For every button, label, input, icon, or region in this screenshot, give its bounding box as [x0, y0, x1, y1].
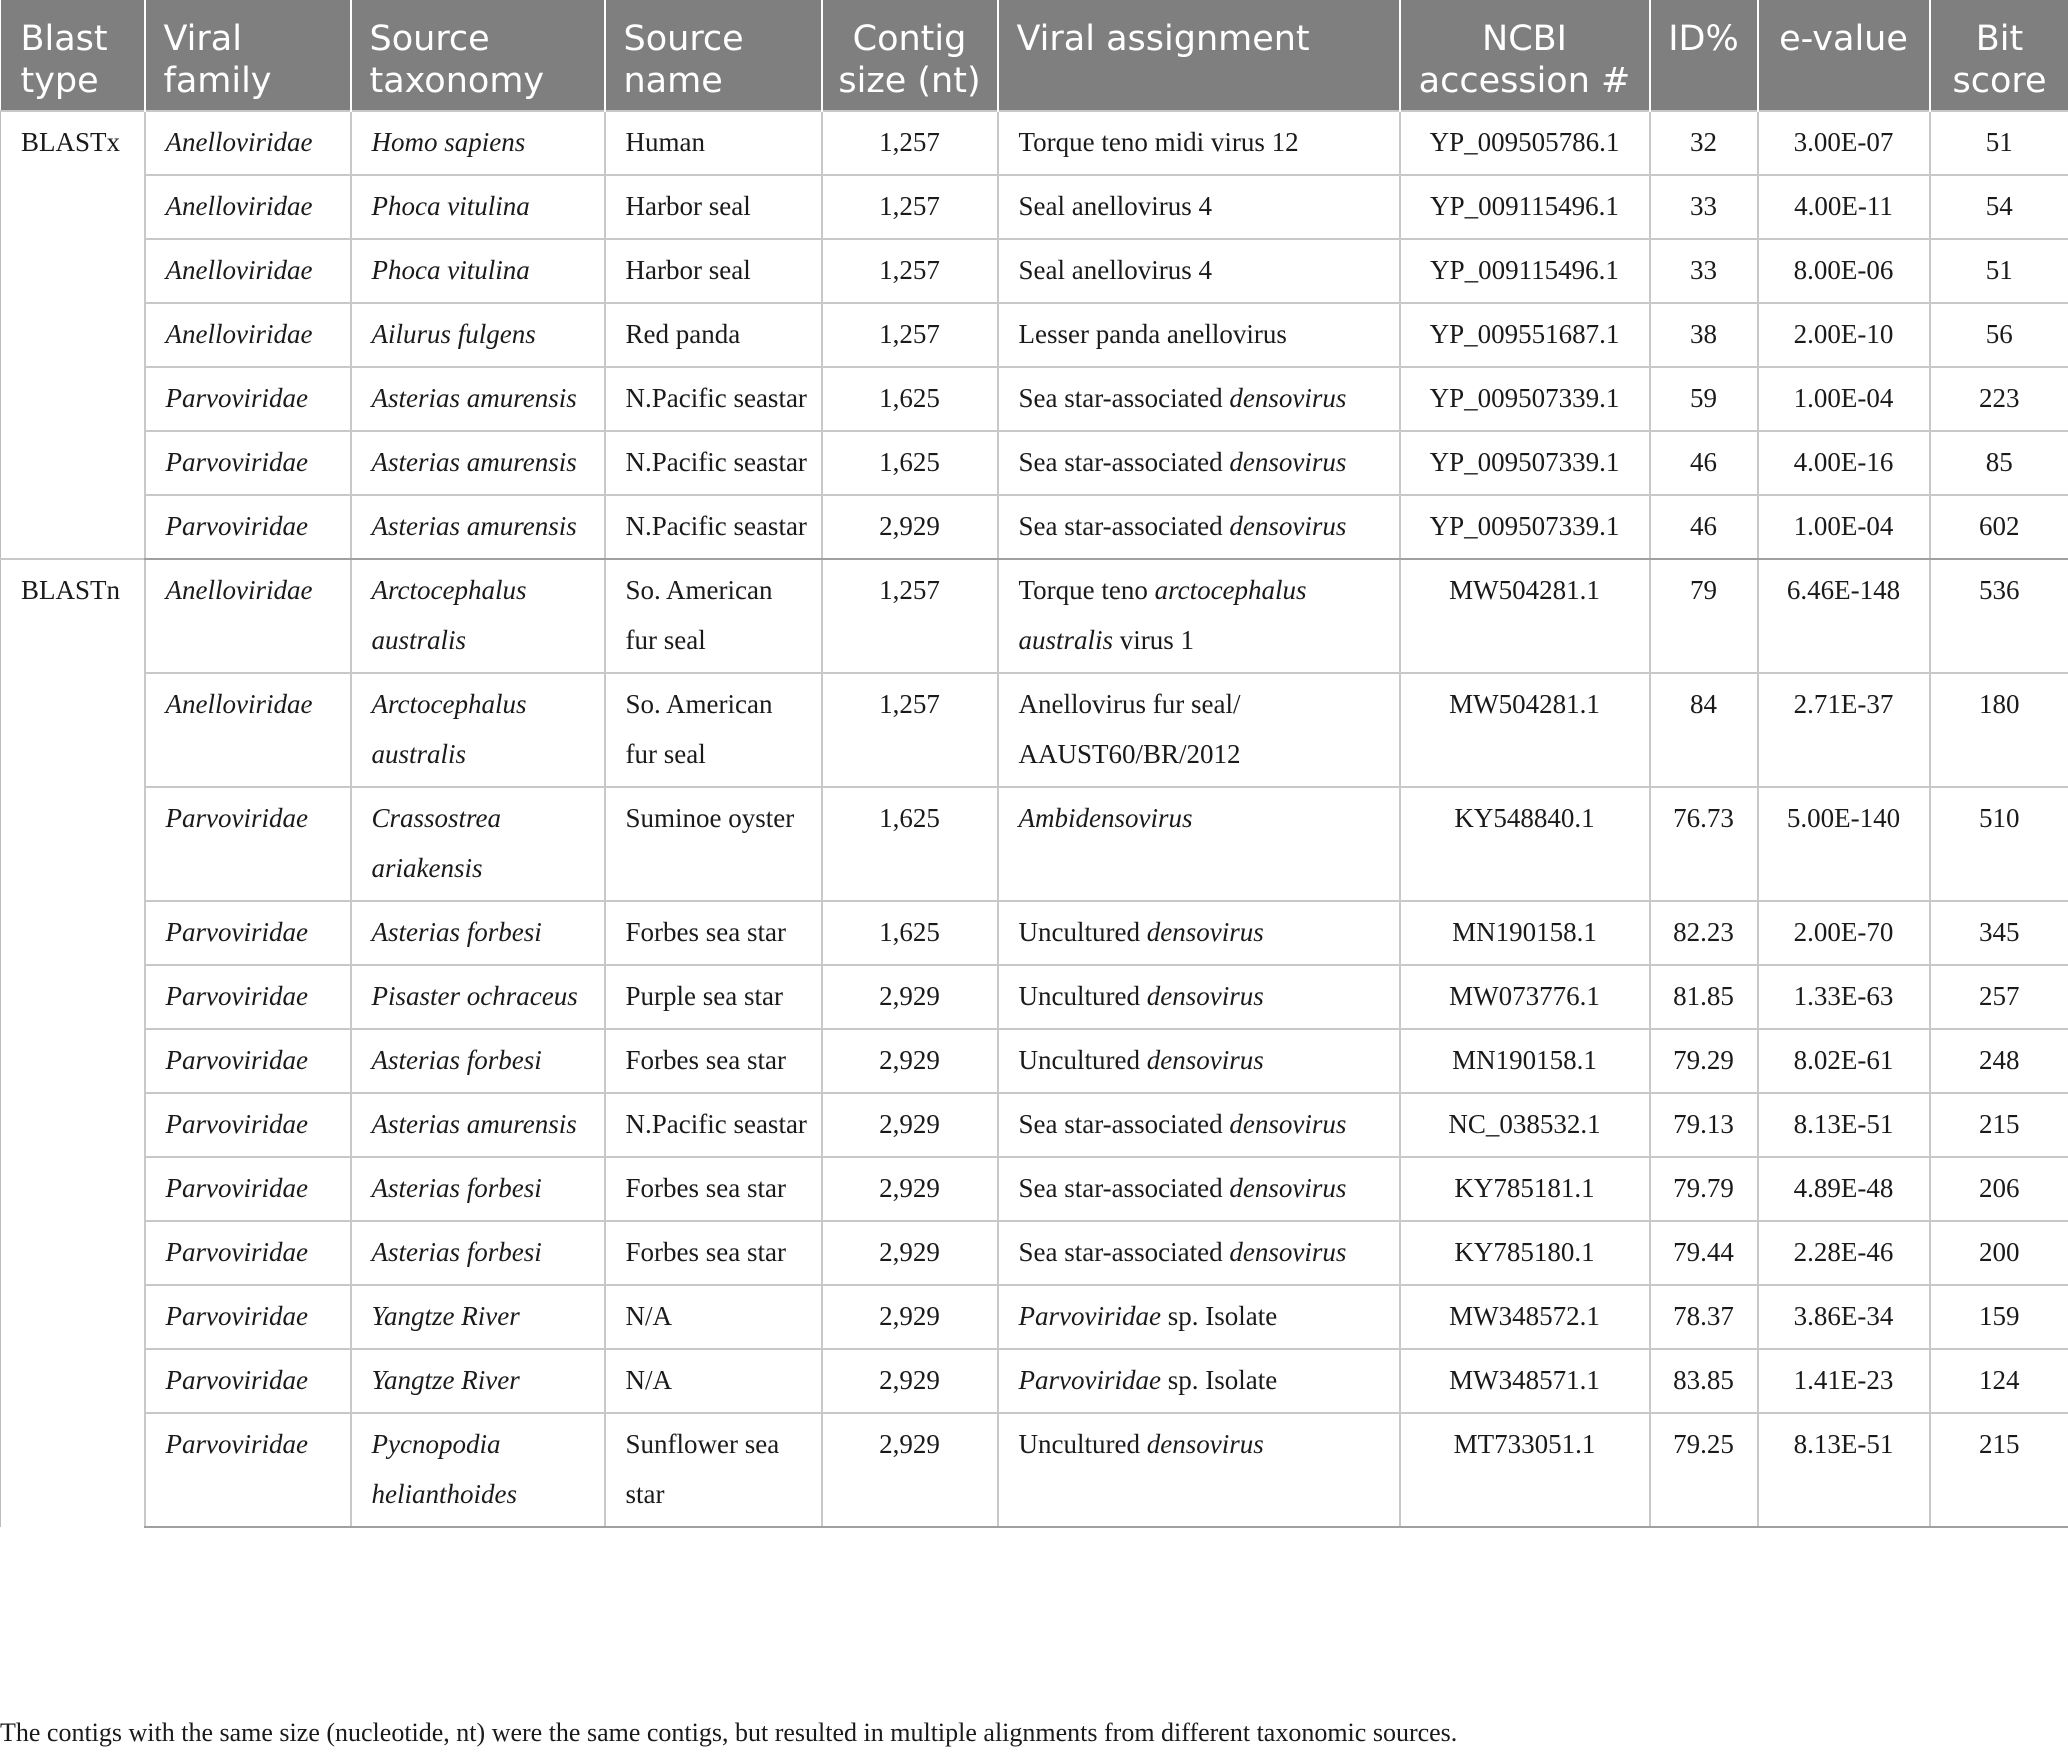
contig-size-cell: 1,625 — [822, 367, 998, 431]
e-value-cell: 2.71E-37 — [1758, 673, 1930, 787]
table-row — [1, 673, 2068, 787]
table-row — [1, 965, 2068, 1029]
contig-size-cell: 1,625 — [822, 787, 998, 901]
id-percent-cell: 79.29 — [1650, 1029, 1758, 1093]
e-value-cell: 2.00E-10 — [1758, 303, 1930, 367]
table-row — [1, 431, 2068, 495]
e-value-cell: 4.00E-16 — [1758, 431, 1930, 495]
id-percent-cell: 84 — [1650, 673, 1758, 787]
assignment-text: Sea star-associated — [1018, 447, 1230, 477]
source-taxonomy-cell — [351, 431, 605, 495]
column-header-text: accession # — [1418, 61, 1631, 101]
source-name-cell: N.Pacific seastar — [605, 367, 822, 431]
e-value-cell: 2.28E-46 — [1758, 1221, 1930, 1285]
bit-score-cell: 602 — [1930, 495, 2068, 559]
accession-cell: MW504281.1 — [1400, 673, 1650, 787]
source-taxonomy-text: Pycnopodia helianthoides — [371, 1429, 517, 1509]
assignment-text: Parvoviridae — [1018, 1301, 1161, 1331]
viral-family-text: Anelloviridae — [165, 255, 313, 285]
viral-family-text: Parvoviridae — [165, 1301, 308, 1331]
accession-cell: YP_009507339.1 — [1400, 495, 1650, 559]
column-header-text: score — [1952, 61, 2047, 101]
source-name-cell: Harbor seal — [605, 175, 822, 239]
viral-family-cell — [145, 175, 351, 239]
table-row — [1, 111, 2068, 175]
accession-cell: NC_038532.1 — [1400, 1093, 1650, 1157]
bit-score-cell: 51 — [1930, 111, 2068, 175]
e-value-cell: 1.00E-04 — [1758, 367, 1930, 431]
table-row — [1, 1349, 2068, 1413]
viral-assignment-cell — [998, 303, 1400, 367]
assignment-text: densovirus — [1146, 1045, 1264, 1075]
viral-family-cell — [145, 1349, 351, 1413]
source-taxonomy-text: Arctocephalus australis — [371, 575, 527, 655]
table-footnote: The contigs with the same size (nucleotide, nt) were the same contigs, but resulted in multiple alignments from different taxonomic sources. — [0, 1718, 1458, 1747]
id-percent-cell: 46 — [1650, 431, 1758, 495]
viral-family-cell — [145, 1221, 351, 1285]
column-header — [1400, 0, 1650, 111]
source-taxonomy-text: Asterias amurensis — [371, 511, 577, 541]
column-header-text: NCBI — [1482, 19, 1567, 59]
id-percent-cell: 79.44 — [1650, 1221, 1758, 1285]
viral-assignment-cell — [998, 1285, 1400, 1349]
assignment-text: virus 1 — [1113, 625, 1195, 655]
bit-score-cell: 124 — [1930, 1349, 2068, 1413]
bit-score-cell: 345 — [1930, 901, 2068, 965]
viral-family-text: Parvoviridae — [165, 1237, 308, 1267]
e-value-cell: 4.00E-11 — [1758, 175, 1930, 239]
viral-family-text: Parvoviridae — [165, 1365, 308, 1395]
id-percent-cell: 76.73 — [1650, 787, 1758, 901]
source-name-cell: Forbes sea star — [605, 1157, 822, 1221]
source-taxonomy-text: Pisaster ochraceus — [371, 981, 578, 1011]
viral-family-cell — [145, 1285, 351, 1349]
contig-size-cell: 2,929 — [822, 1349, 998, 1413]
viral-assignment-cell — [998, 111, 1400, 175]
accession-cell: KY785181.1 — [1400, 1157, 1650, 1221]
accession-cell: KY785180.1 — [1400, 1221, 1650, 1285]
bit-score-cell: 206 — [1930, 1157, 2068, 1221]
id-percent-cell: 79 — [1650, 559, 1758, 673]
contig-size-cell: 1,257 — [822, 239, 998, 303]
e-value-cell: 1.33E-63 — [1758, 965, 1930, 1029]
source-taxonomy-text: Asterias forbesi — [371, 1045, 542, 1075]
source-taxonomy-cell — [351, 787, 605, 901]
column-header — [1, 0, 145, 111]
bit-score-cell: 248 — [1930, 1029, 2068, 1093]
assignment-text: Seal anellovirus 4 — [1018, 255, 1212, 285]
viral-family-text: Parvoviridae — [165, 1429, 308, 1459]
assignment-text: arctocephalus australis — [1018, 575, 1307, 655]
source-taxonomy-cell — [351, 901, 605, 965]
viral-family-cell — [145, 239, 351, 303]
table-row — [1, 367, 2068, 431]
source-name-cell: Purple sea star — [605, 965, 822, 1029]
blast-type-cell: BLASTx — [1, 111, 145, 559]
column-header-text: taxonomy — [369, 61, 545, 101]
contig-size-cell: 1,257 — [822, 559, 998, 673]
viral-assignment-cell — [998, 1413, 1400, 1527]
source-name-cell: So. American fur seal — [605, 673, 822, 787]
viral-family-text: Parvoviridae — [165, 917, 308, 947]
viral-family-text: Anelloviridae — [165, 319, 313, 349]
assignment-text: densovirus — [1229, 511, 1347, 541]
column-header-text: size (nt) — [838, 61, 981, 101]
source-name-cell: Forbes sea star — [605, 1029, 822, 1093]
source-taxonomy-cell — [351, 175, 605, 239]
bit-score-cell: 54 — [1930, 175, 2068, 239]
bit-score-cell: 200 — [1930, 1221, 2068, 1285]
accession-cell: MT733051.1 — [1400, 1413, 1650, 1527]
source-name-cell: Sunflower sea star — [605, 1413, 822, 1527]
source-name-cell: Red panda — [605, 303, 822, 367]
source-name-cell: N/A — [605, 1349, 822, 1413]
viral-family-text: Parvoviridae — [165, 383, 308, 413]
bit-score-cell: 85 — [1930, 431, 2068, 495]
contig-size-cell: 2,929 — [822, 1221, 998, 1285]
source-taxonomy-text: Asterias amurensis — [371, 383, 577, 413]
bit-score-cell: 536 — [1930, 559, 2068, 673]
source-taxonomy-cell — [351, 559, 605, 673]
blast-type-cell: BLASTn — [1, 559, 145, 1527]
table-row — [1, 303, 2068, 367]
assignment-text: Uncultured — [1018, 917, 1147, 947]
source-taxonomy-cell — [351, 239, 605, 303]
contig-size-cell: 1,257 — [822, 303, 998, 367]
column-header — [822, 0, 998, 111]
accession-cell: YP_009505786.1 — [1400, 111, 1650, 175]
id-percent-cell: 46 — [1650, 495, 1758, 559]
source-name-cell: Human — [605, 111, 822, 175]
viral-assignment-cell — [998, 495, 1400, 559]
assignment-text: densovirus — [1229, 1109, 1347, 1139]
viral-family-text: Parvoviridae — [165, 1109, 308, 1139]
assignment-text: densovirus — [1146, 917, 1264, 947]
source-name-cell: N.Pacific seastar — [605, 1093, 822, 1157]
contig-size-cell: 1,625 — [822, 431, 998, 495]
column-header — [145, 0, 351, 111]
source-name-cell: Forbes sea star — [605, 901, 822, 965]
viral-family-cell — [145, 495, 351, 559]
table-row — [1, 1093, 2068, 1157]
e-value-cell: 2.00E-70 — [1758, 901, 1930, 965]
viral-family-text: Parvoviridae — [165, 803, 308, 833]
e-value-cell: 5.00E-140 — [1758, 787, 1930, 901]
viral-family-cell — [145, 673, 351, 787]
contig-size-cell: 2,929 — [822, 1285, 998, 1349]
assignment-text: Uncultured — [1018, 1045, 1147, 1075]
viral-family-cell — [145, 787, 351, 901]
bit-score-cell: 159 — [1930, 1285, 2068, 1349]
table-row — [1, 495, 2068, 559]
contig-size-cell: 1,257 — [822, 673, 998, 787]
table-row — [1, 1029, 2068, 1093]
viral-assignment-cell — [998, 175, 1400, 239]
accession-cell: MW348572.1 — [1400, 1285, 1650, 1349]
accession-cell: MN190158.1 — [1400, 1029, 1650, 1093]
column-header-text: ID% — [1668, 19, 1739, 59]
source-taxonomy-cell — [351, 1221, 605, 1285]
accession-cell: YP_009507339.1 — [1400, 431, 1650, 495]
viral-family-cell — [145, 303, 351, 367]
bit-score-cell: 215 — [1930, 1413, 2068, 1527]
contig-size-cell: 2,929 — [822, 1029, 998, 1093]
table-row — [1, 1285, 2068, 1349]
assignment-text: densovirus — [1146, 1429, 1264, 1459]
column-header-text: Viral assignment — [1016, 19, 1310, 59]
column-header-text: Contig — [852, 19, 967, 59]
viral-family-text: Anelloviridae — [165, 575, 313, 605]
e-value-cell: 8.13E-51 — [1758, 1093, 1930, 1157]
viral-assignment-cell — [998, 1029, 1400, 1093]
source-taxonomy-cell — [351, 367, 605, 431]
id-percent-cell: 79.13 — [1650, 1093, 1758, 1157]
viral-family-cell — [145, 559, 351, 673]
column-header-text: Source — [623, 19, 744, 59]
source-taxonomy-cell — [351, 1285, 605, 1349]
assignment-text: sp. Isolate — [1160, 1301, 1278, 1331]
accession-cell: YP_009551687.1 — [1400, 303, 1650, 367]
bit-score-cell: 510 — [1930, 787, 2068, 901]
viral-family-text: Parvoviridae — [165, 1045, 308, 1075]
assignment-text: Sea star-associated — [1018, 1109, 1230, 1139]
table-row — [1, 1221, 2068, 1285]
viral-assignment-cell — [998, 367, 1400, 431]
source-taxonomy-cell — [351, 303, 605, 367]
assignment-text: Sea star-associated — [1018, 511, 1230, 541]
assignment-text: sp. Isolate — [1160, 1365, 1278, 1395]
source-taxonomy-text: Crassostrea ariakensis — [371, 803, 502, 883]
assignment-text: densovirus — [1146, 981, 1264, 1011]
id-percent-cell: 83.85 — [1650, 1349, 1758, 1413]
assignment-text: Torque teno — [1018, 575, 1155, 605]
id-percent-cell: 38 — [1650, 303, 1758, 367]
assignment-text: Lesser panda anellovirus — [1018, 319, 1287, 349]
id-percent-cell: 59 — [1650, 367, 1758, 431]
id-percent-cell: 33 — [1650, 239, 1758, 303]
e-value-cell: 8.00E-06 — [1758, 239, 1930, 303]
source-taxonomy-text: Asterias amurensis — [371, 447, 577, 477]
contig-size-cell: 2,929 — [822, 1413, 998, 1527]
viral-family-cell — [145, 1029, 351, 1093]
contig-size-cell: 2,929 — [822, 965, 998, 1029]
column-header-text: Bit — [1975, 19, 2024, 59]
id-percent-cell: 81.85 — [1650, 965, 1758, 1029]
column-header — [605, 0, 822, 111]
column-header — [1930, 0, 2068, 111]
source-taxonomy-text: Yangtze River — [371, 1301, 520, 1331]
assignment-text: Anellovirus fur seal/ AAUST60/BR/2012 — [1018, 689, 1241, 769]
viral-assignment-cell — [998, 1157, 1400, 1221]
viral-family-cell — [145, 431, 351, 495]
contig-size-cell: 1,257 — [822, 175, 998, 239]
column-header-text: Source — [369, 19, 490, 59]
source-taxonomy-text: Homo sapiens — [371, 127, 526, 157]
e-value-cell: 8.13E-51 — [1758, 1413, 1930, 1527]
viral-family-cell — [145, 1413, 351, 1527]
assignment-text: densovirus — [1229, 1173, 1347, 1203]
viral-family-text: Parvoviridae — [165, 981, 308, 1011]
accession-cell: KY548840.1 — [1400, 787, 1650, 901]
viral-assignment-cell — [998, 1221, 1400, 1285]
assignment-text: Uncultured — [1018, 1429, 1147, 1459]
source-taxonomy-text: Yangtze River — [371, 1365, 520, 1395]
accession-cell: MW348571.1 — [1400, 1349, 1650, 1413]
assignment-text: densovirus — [1229, 1237, 1347, 1267]
viral-family-cell — [145, 965, 351, 1029]
e-value-cell: 8.02E-61 — [1758, 1029, 1930, 1093]
viral-family-text: Anelloviridae — [165, 127, 313, 157]
assignment-text: densovirus — [1229, 383, 1347, 413]
viral-assignment-cell — [998, 239, 1400, 303]
column-header-text: name — [623, 61, 723, 101]
column-header-text: Blast — [20, 19, 108, 59]
id-percent-cell: 32 — [1650, 111, 1758, 175]
viral-assignment-cell — [998, 431, 1400, 495]
e-value-cell: 1.00E-04 — [1758, 495, 1930, 559]
column-header-text: e-value — [1779, 19, 1908, 59]
source-taxonomy-cell — [351, 1413, 605, 1527]
column-header — [1650, 0, 1758, 111]
bit-score-cell: 180 — [1930, 673, 2068, 787]
viral-family-text: Parvoviridae — [165, 1173, 308, 1203]
accession-cell: MW073776.1 — [1400, 965, 1650, 1029]
table-row — [1, 1157, 2068, 1221]
source-taxonomy-text: Phoca vitulina — [371, 191, 530, 221]
id-percent-cell: 79.79 — [1650, 1157, 1758, 1221]
accession-cell: YP_009115496.1 — [1400, 239, 1650, 303]
viral-assignment-cell — [998, 673, 1400, 787]
source-taxonomy-cell — [351, 495, 605, 559]
viral-assignment-cell — [998, 1349, 1400, 1413]
source-name-cell: N.Pacific seastar — [605, 495, 822, 559]
table-row — [1, 901, 2068, 965]
source-name-cell: So. American fur seal — [605, 559, 822, 673]
source-taxonomy-cell — [351, 1093, 605, 1157]
column-header-text: Viral — [163, 19, 242, 59]
assignment-text: Sea star-associated — [1018, 383, 1230, 413]
source-taxonomy-text: Phoca vitulina — [371, 255, 530, 285]
source-taxonomy-text: Asterias forbesi — [371, 917, 542, 947]
contig-size-cell: 1,625 — [822, 901, 998, 965]
accession-cell: YP_009115496.1 — [1400, 175, 1650, 239]
table-row — [1, 175, 2068, 239]
viral-family-text: Parvoviridae — [165, 511, 308, 541]
viral-family-cell — [145, 1093, 351, 1157]
source-taxonomy-text: Asterias forbesi — [371, 1173, 542, 1203]
viral-assignment-cell — [998, 559, 1400, 673]
source-taxonomy-cell — [351, 1157, 605, 1221]
accession-cell: MW504281.1 — [1400, 559, 1650, 673]
source-name-cell: Harbor seal — [605, 239, 822, 303]
table-body — [1, 111, 2068, 1527]
assignment-text: Sea star-associated — [1018, 1173, 1230, 1203]
source-taxonomy-cell — [351, 1029, 605, 1093]
contig-size-cell: 2,929 — [822, 1157, 998, 1221]
table-row — [1, 1413, 2068, 1527]
viral-family-text: Parvoviridae — [165, 447, 308, 477]
e-value-cell: 3.86E-34 — [1758, 1285, 1930, 1349]
column-header — [998, 0, 1400, 111]
viral-family-cell — [145, 901, 351, 965]
accession-cell: MN190158.1 — [1400, 901, 1650, 965]
contig-size-cell: 1,257 — [822, 111, 998, 175]
source-taxonomy-cell — [351, 111, 605, 175]
bit-score-cell: 215 — [1930, 1093, 2068, 1157]
viral-family-text: Anelloviridae — [165, 191, 313, 221]
table-row — [1, 239, 2068, 303]
e-value-cell: 1.41E-23 — [1758, 1349, 1930, 1413]
assignment-text: Seal anellovirus 4 — [1018, 191, 1212, 221]
source-taxonomy-cell — [351, 965, 605, 1029]
source-name-cell: N.Pacific seastar — [605, 431, 822, 495]
assignment-text: Sea star-associated — [1018, 1237, 1230, 1267]
bit-score-cell: 56 — [1930, 303, 2068, 367]
viral-assignment-cell — [998, 965, 1400, 1029]
assignment-text: Parvoviridae — [1018, 1365, 1161, 1395]
header-row — [1, 0, 2068, 111]
table-row — [1, 559, 2068, 673]
viral-assignment-cell — [998, 901, 1400, 965]
assignment-text: densovirus — [1229, 447, 1347, 477]
source-taxonomy-text: Ailurus fulgens — [371, 319, 536, 349]
id-percent-cell: 78.37 — [1650, 1285, 1758, 1349]
viral-family-cell — [145, 111, 351, 175]
e-value-cell: 3.00E-07 — [1758, 111, 1930, 175]
e-value-cell: 4.89E-48 — [1758, 1157, 1930, 1221]
assignment-text: Uncultured — [1018, 981, 1147, 1011]
e-value-cell: 6.46E-148 — [1758, 559, 1930, 673]
viral-assignment-cell — [998, 1093, 1400, 1157]
bit-score-cell: 257 — [1930, 965, 2068, 1029]
column-header-text: type — [20, 61, 99, 101]
source-taxonomy-cell — [351, 1349, 605, 1413]
viral-family-cell — [145, 1157, 351, 1221]
bit-score-cell: 223 — [1930, 367, 2068, 431]
source-taxonomy-cell — [351, 673, 605, 787]
column-header — [351, 0, 605, 111]
id-percent-cell: 33 — [1650, 175, 1758, 239]
id-percent-cell: 79.25 — [1650, 1413, 1758, 1527]
assignment-text: Torque teno midi virus 12 — [1018, 127, 1299, 157]
column-header-text: family — [163, 61, 272, 101]
column-header — [1758, 0, 1930, 111]
source-name-cell: Forbes sea star — [605, 1221, 822, 1285]
viral-family-cell — [145, 367, 351, 431]
source-taxonomy-text: Arctocephalus australis — [371, 689, 527, 769]
id-percent-cell: 82.23 — [1650, 901, 1758, 965]
viral-family-text: Anelloviridae — [165, 689, 313, 719]
viral-assignment-cell — [998, 787, 1400, 901]
contig-size-cell: 2,929 — [822, 1093, 998, 1157]
source-taxonomy-text: Asterias amurensis — [371, 1109, 577, 1139]
table-row — [1, 787, 2068, 901]
source-name-cell: Suminoe oyster — [605, 787, 822, 901]
source-name-cell: N/A — [605, 1285, 822, 1349]
assignment-text: Ambidensovirus — [1018, 803, 1193, 833]
source-taxonomy-text: Asterias forbesi — [371, 1237, 542, 1267]
bit-score-cell: 51 — [1930, 239, 2068, 303]
contig-size-cell: 2,929 — [822, 495, 998, 559]
accession-cell: YP_009507339.1 — [1400, 367, 1650, 431]
